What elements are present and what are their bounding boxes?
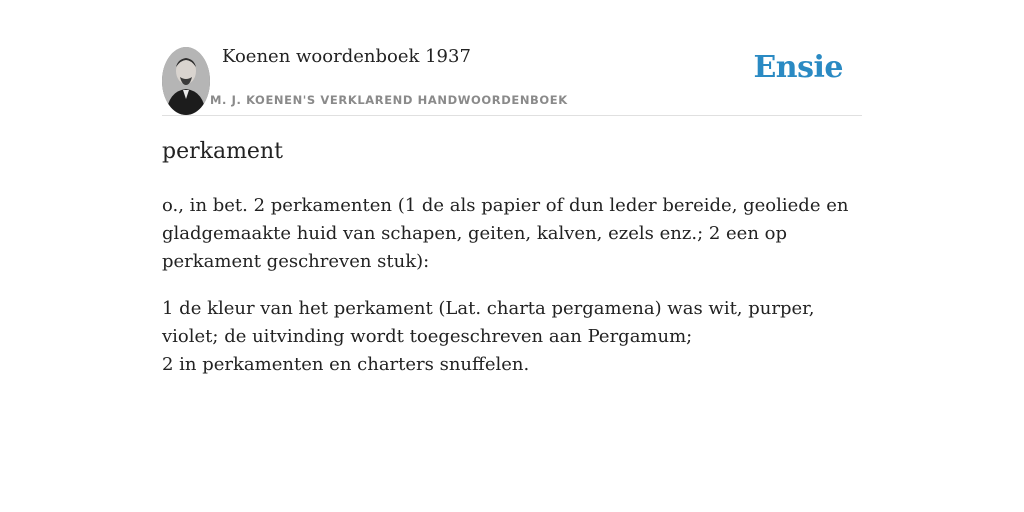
entry-headword: perkament	[162, 139, 283, 164]
entry-definition: o., in bet. 2 perkamenten (1 de als papier of dun leder bereide, geoliede en gladgemaakte huid van schapen, geiten, kalven, ezels enz.; 2 een op perkament geschreven stuk):	[162, 195, 849, 272]
example-line: 2 in perkamenten en charters snuffelen.	[162, 354, 530, 375]
page	[162, 0, 862, 512]
site-subtitle: M. J. KOENEN'S VERKLAREND HANDWOORDENBOEK	[210, 93, 568, 107]
site-title[interactable]: Koenen woordenboek 1937	[222, 46, 471, 67]
ensie-logo-link[interactable]: Ensie	[753, 50, 843, 85]
header-divider	[162, 115, 862, 116]
entry-examples	[162, 295, 862, 379]
example-line: 1 de kleur van het perkament (Lat. charta pergamena) was wit, purper, violet; de uitvinding wordt toegeschreven aan Pergamum;	[162, 298, 815, 347]
header	[162, 0, 862, 116]
author-portrait-icon	[162, 47, 210, 115]
